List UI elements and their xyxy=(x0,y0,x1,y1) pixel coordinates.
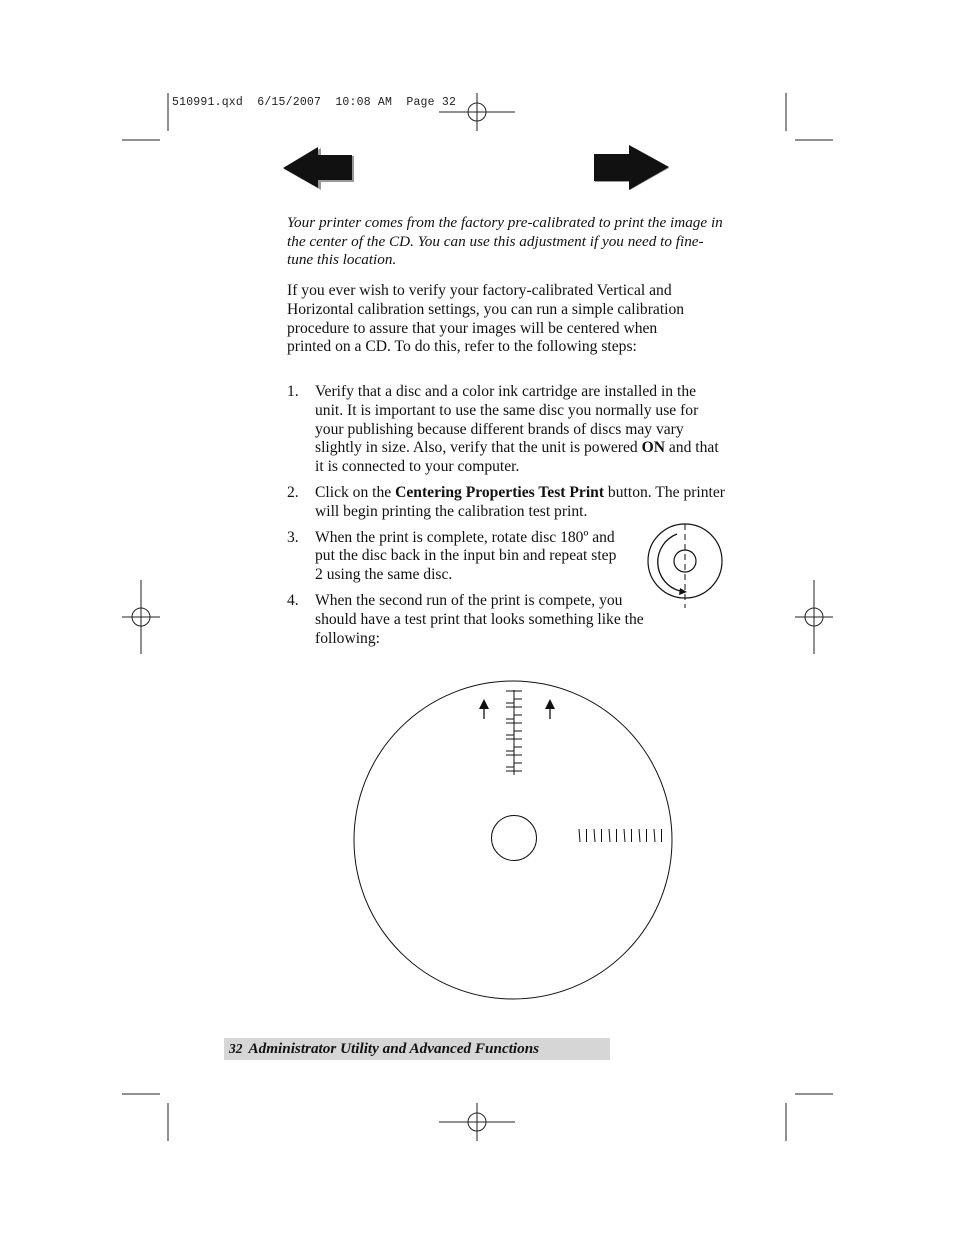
step-text: When the second run of the print is compete, you should have a test print that looks something like the following: xyxy=(315,591,644,647)
step-emphasis: Centering Properties Test Print xyxy=(395,483,605,501)
running-footer xyxy=(229,1039,539,1059)
disc-outer-edge xyxy=(354,681,672,999)
step-text: Click on the xyxy=(315,483,396,501)
footer-title: Administrator Utility and Advanced Functions xyxy=(248,1040,540,1057)
body-paragraph: If you ever wish to verify your factory-calibrated Vertical and Horizontal calibration settings, you can run a simple calibration procedure to assure that your images will be centered when printed on a CD. To do this, refer to the following steps: xyxy=(287,282,685,356)
steps-list xyxy=(287,383,727,655)
step-emphasis: ON xyxy=(641,439,665,457)
horizontal-calibration-scale xyxy=(579,829,662,842)
print-slug-line: 510991.qxd 6/15/2007 10:08 AM Page 32 xyxy=(172,96,457,109)
disc-center-hole xyxy=(492,816,537,861)
page-number: 32 xyxy=(229,1041,243,1056)
next-page-arrow[interactable] xyxy=(593,144,671,192)
up-arrow-icon xyxy=(479,699,489,719)
step-item xyxy=(287,484,727,522)
step-item xyxy=(287,592,663,648)
scale-tick xyxy=(594,829,595,842)
intro-note: Your printer comes from the factory pre-calibrated to print the image in the center of the CD. You can use this adjustment if you need to fine-tune this location. xyxy=(287,214,723,269)
step-number: 1. xyxy=(287,383,299,400)
registration-mark-top xyxy=(439,93,515,131)
step-item xyxy=(287,529,623,585)
registration-mark-bottom xyxy=(439,1103,515,1141)
step-text: and that it is connected to your computer. xyxy=(315,439,719,476)
registration-mark-left xyxy=(122,580,160,654)
up-arrow-icon xyxy=(545,699,555,719)
registration-mark-right xyxy=(795,580,833,654)
scale-tick xyxy=(579,829,580,842)
step-number: 3. xyxy=(287,528,299,546)
step-number: 4. xyxy=(287,591,299,609)
step-item xyxy=(287,383,727,477)
step-text: Verify that a disc and a color ink cartridge are installed in the unit. It is important to use the same disc you normally use for your publishing because different brands of discs may vary slightly in size. Also, verify that the unit is powered xyxy=(315,383,699,457)
left-arrow-icon xyxy=(283,147,354,190)
disc-rotation-diagram xyxy=(640,522,730,612)
step-text: button. The printer will begin printing the calibration test print. xyxy=(315,483,726,520)
scale-tick xyxy=(624,829,625,842)
step-text: When the print is complete, rotate disc 180º and put the disc back in the input bin and repeat step 2 using the same disc. xyxy=(315,528,617,584)
step-number: 2. xyxy=(287,483,299,501)
rotation-arrow-icon xyxy=(658,534,680,591)
test-print-disc-figure xyxy=(350,678,676,1002)
scale-tick xyxy=(654,829,655,842)
scale-tick xyxy=(639,829,640,842)
right-arrow-icon xyxy=(594,145,669,190)
previous-page-arrow[interactable] xyxy=(282,146,356,192)
scale-tick xyxy=(609,829,610,842)
arrowhead-icon xyxy=(679,588,687,595)
